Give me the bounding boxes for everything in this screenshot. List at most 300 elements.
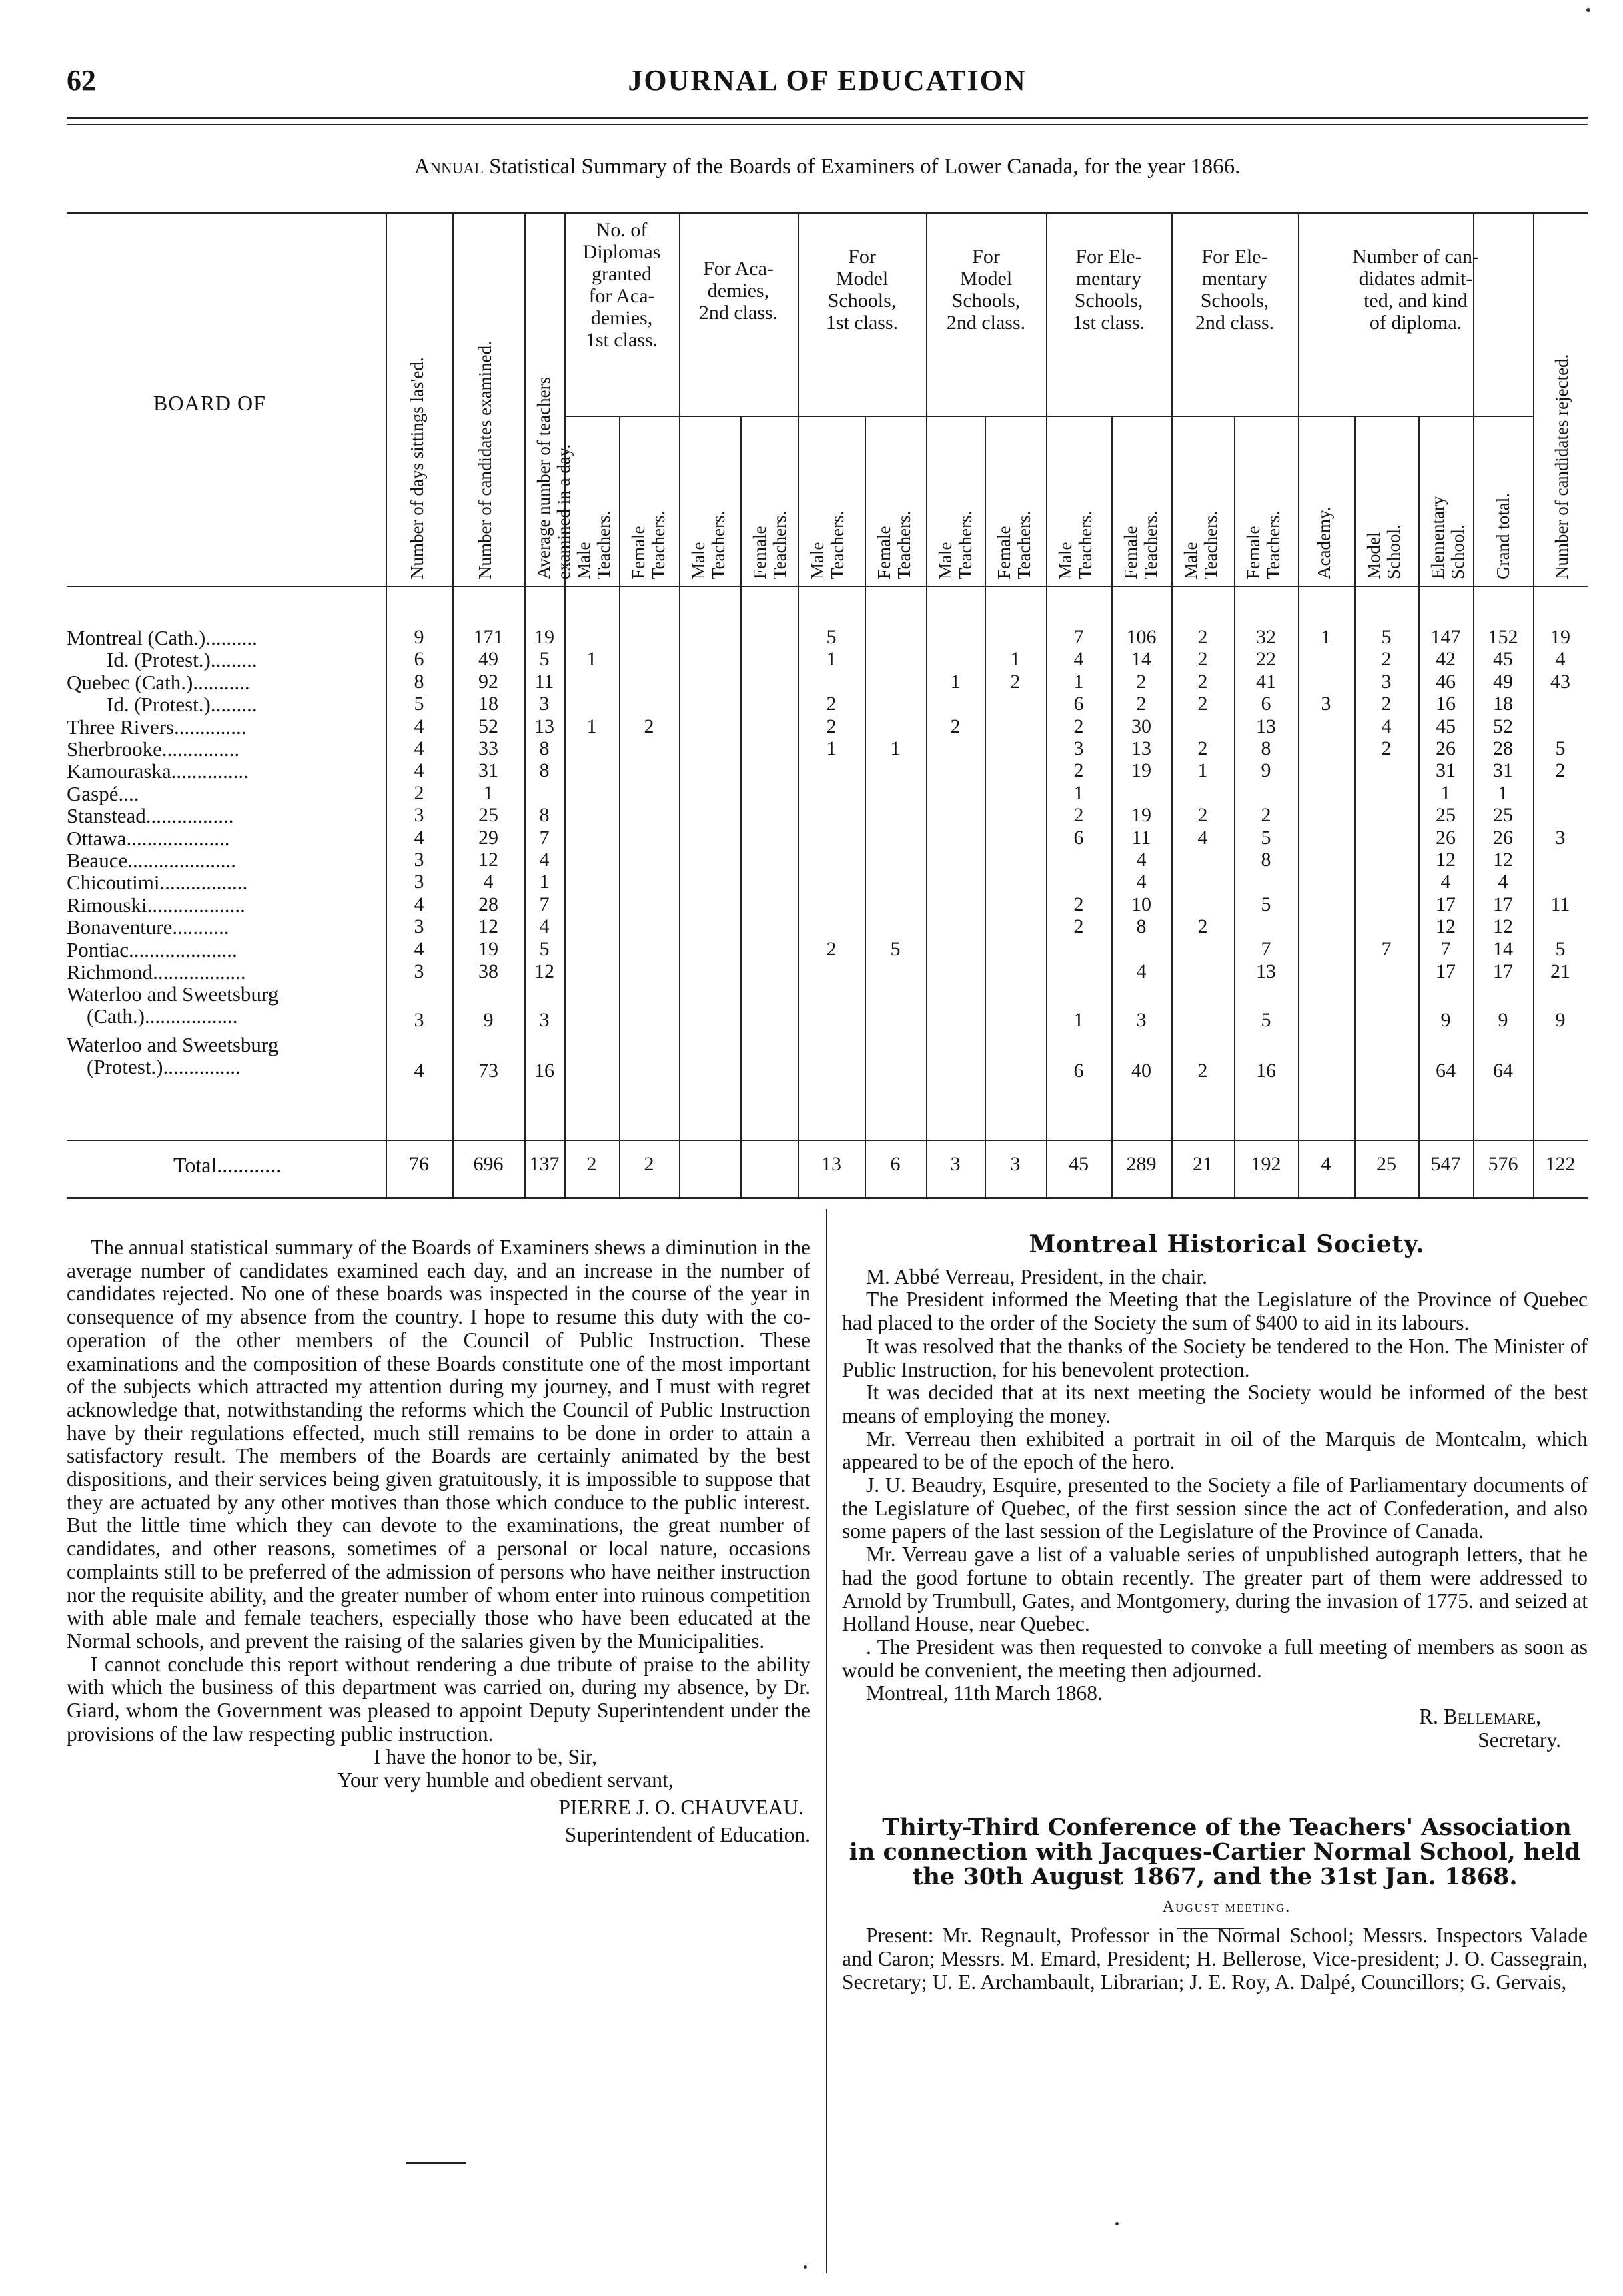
table-cell: 64: [1436, 1060, 1456, 1082]
table-cell: 12: [534, 960, 554, 982]
table-column-rule: [679, 212, 680, 1197]
table-column-rule: [1046, 212, 1047, 1197]
table-column-rule: [740, 416, 742, 1197]
table-cell: 3: [414, 1009, 424, 1032]
row-label: Beauce.....................: [67, 849, 236, 872]
header-grand-total: Grand total.: [1493, 493, 1513, 579]
header-model-school: Model School.: [1364, 524, 1404, 579]
header-female-teachers: Female Teachers.: [874, 510, 914, 579]
table-cell: 2: [1381, 737, 1392, 759]
table-cell: 17: [1436, 960, 1456, 982]
table-cell: 25: [1493, 804, 1513, 827]
table-cell: 2: [1197, 626, 1208, 648]
table-cell: 7: [1381, 937, 1392, 960]
table-cell: 2: [1073, 893, 1084, 915]
table-cell: 3: [1381, 670, 1392, 693]
table-cell: 3: [414, 915, 424, 938]
table-cell: 4: [414, 759, 424, 782]
table-cell: 46: [1436, 670, 1456, 693]
header-male-teachers: Male Teachers.: [574, 510, 614, 579]
group-subrule: [564, 416, 1533, 417]
header-male-teachers: Male Teachers.: [688, 510, 728, 579]
row-label: Richmond..................: [67, 960, 246, 984]
table-cell: 3: [1321, 693, 1331, 715]
conference-subheading: August meeting.: [1162, 1898, 1291, 1916]
table-cell: 45: [1436, 715, 1456, 737]
table-cell: 5: [414, 693, 424, 715]
header-days-sittings: Number of days sittings las'ed.: [407, 357, 427, 579]
society-paragraph-5: Mr. Verreau then exhibited a portrait in oil of the Marquis de Montcalm, which appeared to be of the epoch of the hero.: [842, 1427, 1588, 1474]
society-paragraph-8: . The President was then requested to convoke a full meeting of members as soon as would be convenient, the meeting then adjourned.: [842, 1635, 1588, 1682]
table-cell: 1: [586, 715, 597, 737]
row-label: Waterloo and Sweetsburg: [67, 1033, 279, 1057]
table-column-rule: [985, 416, 986, 1197]
society-paragraph-6: J. U. Beaudry, Esquire, presented to the Society a file of Parliamentary documents of the Legislature of Quebec, of the first session since the act of Confederation, and also some papers of the last session of the Legislature of the Province of Canada.: [842, 1473, 1588, 1543]
table-cell: 31: [1493, 759, 1513, 782]
table-cell: 16: [1436, 693, 1456, 715]
table-cell: 4: [1073, 648, 1084, 671]
header-female-teachers: Female Teachers.: [1121, 510, 1161, 579]
table-cell: 19: [1131, 759, 1151, 782]
table-cell: 13: [1131, 737, 1151, 759]
table-cell: 9: [1261, 759, 1271, 782]
row-label: Chicoutimi.................: [67, 871, 248, 895]
table-cell: 1: [1498, 781, 1508, 804]
table-cell: 41: [1256, 670, 1276, 693]
table-cell: 2: [1136, 670, 1147, 693]
group-header-2: For Aca- demies, 2nd class.: [698, 258, 778, 324]
table-cell: 16: [534, 1060, 554, 1082]
table-cell: 4: [414, 737, 424, 759]
table-cell: 45: [1493, 648, 1513, 671]
table-column-rule: [1111, 416, 1113, 1197]
table-cell: 2: [1197, 1060, 1208, 1082]
table-cell: 171: [473, 626, 504, 648]
row-label: Montreal (Cath.)..........: [67, 626, 257, 649]
total-cell: 192: [1251, 1153, 1281, 1175]
table-cell: 2: [1073, 804, 1084, 827]
table-cell: 9: [414, 626, 424, 648]
table-cell: 2: [1010, 670, 1021, 693]
table-cell: 13: [1256, 715, 1276, 737]
table-caption: [67, 155, 1588, 179]
total-cell: 45: [1069, 1153, 1089, 1175]
table-cell: 6: [1073, 826, 1084, 849]
table-cell: 2: [1073, 759, 1084, 782]
row-label: Three Rivers..............: [67, 715, 247, 739]
row-label: Rimouski...................: [67, 893, 245, 917]
table-cell: 3: [414, 871, 424, 893]
journal-title: JOURNAL OF EDUCATION: [628, 64, 1027, 97]
table-cell: 6: [1073, 1060, 1084, 1082]
total-cell: 137: [529, 1153, 560, 1175]
table-cell: 4: [1440, 871, 1451, 893]
table-cell: 28: [478, 893, 498, 915]
table-cell: 26: [1493, 826, 1513, 849]
table-cell: 49: [478, 648, 498, 671]
total-cell: 6: [890, 1153, 901, 1175]
table-cell: 2: [1136, 693, 1147, 715]
table-cell: 11: [1131, 826, 1151, 849]
table-cell: 2: [826, 715, 837, 737]
column-divider: [826, 1209, 827, 2273]
table-cell: 2: [1197, 693, 1208, 715]
report-paragraph-1: The annual statistical summary of the Boards of Examiners shews a diminution in the average number of candidates examined each day, and an increase in the number of candidates rejected. No one of these boards was inspected in the course of the year in consequence of my absence from the country. I hope to resume this duty with the co-operation of the other members of the Council of Public Instruction. These examinations and the composition of these Boards constitute one of the most important of the subjects which attracted my attention during my journey, and I must with regret acknowledge that, notwithstanding the reforms which the Council of Public Instruction have by their regulations effected, much still remains to be done in order to attain a satisfactory result. The members of the Boards are certainly animated by the best dispositions, and their services being given gratuitously, it is impossible to suppose that they are actuated by any other motives than those which conduce to the public interest. But the little time which they can devote to the examinations, the great number of candidates, and other reasons, sometimes of a personal or local nature, occasions complaints still to be preferred of the admission of persons who have neither instruction nor the requisite ability, and the greater number of whom enter into ruinous competition with able male and female teachers, especially those who have been educated at the Normal schools, and prevent the raising of the salaries given by the Municipalities.: [67, 1236, 810, 1653]
table-cell: 21: [1550, 960, 1570, 982]
table-cell: 5: [890, 937, 901, 960]
table-cell: 73: [478, 1060, 498, 1082]
table-column-rule: [619, 416, 620, 1197]
header-candidates-examined: Number of candidates examined.: [475, 341, 495, 579]
header-rejected: Number of candidates rejected.: [1552, 354, 1572, 579]
table-cell: 7: [1261, 937, 1271, 960]
table-cell: 1: [1073, 781, 1084, 804]
table-cell: 5: [1261, 1009, 1271, 1032]
table-cell: 4: [483, 871, 494, 893]
header-average-teachers: Average number of teachers examined in a day.: [534, 376, 574, 579]
table-cell: 64: [1493, 1060, 1513, 1082]
table-column-rule: [1473, 212, 1474, 1197]
row-label-cont: (Cath.)..................: [87, 1004, 238, 1028]
group-header-6: For Ele- mentary Schools, 2nd class.: [1195, 246, 1275, 334]
table-cell: 8: [414, 670, 424, 693]
table-cell: 3: [414, 804, 424, 827]
signature-title: Superintendent of Education.: [564, 1822, 810, 1846]
table-cell: 19: [478, 937, 498, 960]
table-cell: 2: [1197, 737, 1208, 759]
table-cell: 9: [1555, 1009, 1566, 1032]
table-cell: 26: [1436, 737, 1456, 759]
table-cell: 12: [478, 915, 498, 938]
table-cell: 2: [1261, 804, 1271, 827]
table-cell: 9: [1498, 1009, 1508, 1032]
table-cell: 4: [1555, 648, 1566, 671]
table-cell: 1: [586, 648, 597, 671]
table-cell: 2: [1073, 915, 1084, 938]
table-cell: 4: [539, 849, 550, 871]
table-cell: 4: [539, 915, 550, 938]
table-cell: 2: [1555, 759, 1566, 782]
row-label: Id. (Protest.).........: [107, 648, 257, 672]
table-cell: 147: [1430, 626, 1461, 648]
table-cell: 2: [1381, 693, 1392, 715]
table-column-rule: [1171, 212, 1173, 1197]
header-academy: Academy.: [1314, 506, 1334, 579]
table-cell: 7: [539, 826, 550, 849]
row-label: Bonaventure...........: [67, 915, 229, 939]
society-paragraph-7: Mr. Verreau gave a list of a valuable series of unpublished autograph letters, that he had the good fortune to obtain recently. The greater part of them were addressed to Arnold by Trumbull, Gates, and Montgomery, during the invasion of 1775. and seized at Holland House, near Quebec.: [842, 1543, 1588, 1636]
table-cell: 2: [1381, 648, 1392, 671]
total-cell: 576: [1488, 1153, 1518, 1175]
table-cell: 4: [1197, 826, 1208, 849]
table-cell: 17: [1493, 960, 1513, 982]
table-cell: 6: [414, 648, 424, 671]
society-paragraph-3: It was resolved that the thanks of the Society be tendered to the Hon. The Minister of Public Instruction, for his benevolent protection.: [842, 1334, 1588, 1381]
society-paragraph-2: The President informed the Meeting that the Legislature of the Province of Quebec had placed to the order of the Society the sum of $400 to aid in its labours.: [842, 1288, 1588, 1335]
table-cell: 2: [1197, 804, 1208, 827]
table-cell: 2: [414, 781, 424, 804]
table-cell: 6: [1073, 693, 1084, 715]
total-cell: 2: [644, 1153, 654, 1175]
row-label: Stanstead.................: [67, 804, 234, 828]
table-cell: 13: [534, 715, 554, 737]
top-rule-thin: [67, 124, 1588, 125]
table-cell: 3: [1136, 1009, 1147, 1032]
header-elementary-school: Elementary School.: [1428, 496, 1468, 579]
table-cell: 14: [1493, 937, 1513, 960]
table-cell: 40: [1131, 1060, 1151, 1082]
table-cell: 52: [478, 715, 498, 737]
statistics-table: [67, 212, 1588, 1198]
table-cell: 29: [478, 826, 498, 849]
table-cell: 10: [1131, 893, 1151, 915]
table-cell: 12: [1436, 915, 1456, 938]
header-male-teachers: Male Teachers.: [807, 510, 847, 579]
table-cell: 19: [1550, 626, 1570, 648]
total-cell: 25: [1376, 1153, 1396, 1175]
table-cell: 5: [1555, 937, 1566, 960]
table-total-rule-top: [67, 1140, 1588, 1141]
table-cell: 7: [539, 893, 550, 915]
section-rule: [1177, 1928, 1244, 1929]
table-cell: 19: [1131, 804, 1151, 827]
row-label: Sherbrooke...............: [67, 737, 240, 761]
table-cell: 8: [1261, 849, 1271, 871]
table-cell: 5: [1381, 626, 1392, 648]
table-column-rule: [452, 212, 454, 1197]
total-cell: 289: [1126, 1153, 1157, 1175]
table-cell: 2: [1197, 670, 1208, 693]
table-column-rule: [1533, 212, 1534, 1197]
speck: [1115, 2222, 1119, 2225]
table-cell: 14: [1131, 648, 1151, 671]
group-header-3: For Model Schools, 1st class.: [825, 246, 899, 334]
table-cell: 1: [1010, 648, 1021, 671]
table-cell: 19: [534, 626, 554, 648]
table-column-rule: [865, 416, 866, 1197]
table-cell: 11: [1550, 893, 1570, 915]
total-cell: 13: [821, 1153, 841, 1175]
society-column: [842, 1230, 1588, 1994]
table-cell: 4: [414, 937, 424, 960]
table-cell: 18: [478, 693, 498, 715]
table-cell: 25: [478, 804, 498, 827]
table-cell: 6: [1261, 693, 1271, 715]
running-head: [67, 63, 1588, 103]
total-cell: 4: [1321, 1153, 1331, 1175]
total-cell: 696: [473, 1153, 504, 1175]
caption-lead: Annual: [414, 155, 484, 179]
total-cell: 2: [586, 1153, 597, 1175]
table-column-rule: [386, 212, 387, 1197]
table-cell: 5: [826, 626, 837, 648]
table-cell: 22: [1256, 648, 1276, 671]
table-cell: 3: [539, 1009, 550, 1032]
header-male-teachers: Male Teachers.: [1181, 510, 1221, 579]
table-cell: 12: [1493, 849, 1513, 871]
header-male-teachers: Male Teachers.: [935, 510, 975, 579]
total-cell: 3: [1010, 1153, 1021, 1175]
table-cell: 1: [1073, 670, 1084, 693]
table-cell: 2: [1197, 648, 1208, 671]
conference-text: Present: Mr. Regnault, Professor in the Normal School; Messrs. Inspectors Valade and Caron; Messrs. M. Emard, President; H. Bellerose, Vice-president; J. O. Cassegrain, Secretary; U. E. Archambault, Librarian; J. E. Roy, A. Dalpé, Councillors; G. Gervais,: [842, 1924, 1588, 1994]
table-cell: 49: [1493, 670, 1513, 693]
society-dateline: Montreal, 11th March 1868.: [866, 1681, 1103, 1705]
table-cell: 12: [478, 849, 498, 871]
total-cell: 3: [950, 1153, 961, 1175]
table-cell: 4: [414, 893, 424, 915]
row-label: Gaspé....: [67, 781, 139, 805]
society-heading: Montreal Historical Society.: [1029, 1230, 1425, 1258]
table-cell: 1: [1321, 626, 1331, 648]
table-cell: 28: [1493, 737, 1513, 759]
table-cell: 18: [1493, 693, 1513, 715]
table-cell: 12: [1493, 915, 1513, 938]
table-cell: 8: [539, 759, 550, 782]
table-cell: 32: [1256, 626, 1276, 648]
group-header-7: Number of can- didates admit- ted, and kind of diploma.: [1352, 246, 1479, 334]
table-cell: 16: [1256, 1060, 1276, 1082]
speck: [804, 2265, 807, 2269]
signature: PIERRE J. O. CHAUVEAU.: [558, 1795, 804, 1819]
table-cell: 2: [950, 715, 961, 737]
table-cell: 2: [826, 937, 837, 960]
table-cell: 4: [1136, 960, 1147, 982]
society-paragraph-1: M. Abbé Verreau, President, in the chair.: [866, 1264, 1208, 1288]
table-cell: 5: [1555, 737, 1566, 759]
conference-heading: Thirty-Third Conference of the Teachers' Association in connection with Jacques-Cartier Normal School, held the 30th August 1867, and the 31st Jan. 1868.: [849, 1814, 1581, 1891]
row-label: Id. (Protest.).........: [107, 693, 257, 717]
table-cell: 1: [539, 871, 550, 893]
page-number: 62: [67, 64, 96, 97]
table-cell: 8: [539, 737, 550, 759]
table-bottom-rule: [67, 1197, 1588, 1199]
table-cell: 3: [1555, 826, 1566, 849]
table-cell: 38: [478, 960, 498, 982]
table-cell: 3: [414, 960, 424, 982]
row-label: Pontiac.....................: [67, 937, 237, 962]
table-cell: 7: [1440, 937, 1451, 960]
table-cell: 13: [1256, 960, 1276, 982]
table-column-rule: [798, 212, 799, 1197]
closing-line-1: I have the honor to be, Sir,: [374, 1745, 597, 1769]
table-cell: 8: [1261, 737, 1271, 759]
society-signer-title: Secretary.: [1478, 1728, 1561, 1752]
table-cell: 42: [1436, 648, 1456, 671]
table-cell: 1: [1440, 781, 1451, 804]
header-female-teachers: Female Teachers.: [628, 510, 668, 579]
row-label: Kamouraska...............: [67, 759, 249, 783]
table-cell: 25: [1436, 804, 1456, 827]
table-cell: 1: [1073, 1009, 1084, 1032]
table-cell: 12: [1436, 849, 1456, 871]
report-paragraph-2: I cannot conclude this report without rendering a due tribute of praise to the ability with which the business of this department was carried on, during my absence, by Dr. Giard, whom the Government was pleased to appoint Deputy Superintendent under the provisions of the law respecting public instruction.: [67, 1652, 810, 1746]
table-cell: 30: [1131, 715, 1151, 737]
group-header-1: No. of Diplomas granted for Aca- demies, 1st class.: [582, 219, 661, 351]
caption-text: Statistical Summary of the Boards of Examiners of Lower Canada, for the year 1866.: [489, 155, 1241, 179]
row-label-cont: (Protest.)...............: [87, 1055, 241, 1079]
table-column-rule: [1354, 416, 1356, 1197]
header-male-teachers: Male Teachers.: [1055, 510, 1095, 579]
table-cell: 106: [1126, 626, 1157, 648]
table-cell: 5: [1261, 826, 1271, 849]
table-cell: 11: [534, 670, 554, 693]
total-cell: 21: [1193, 1153, 1213, 1175]
row-label: Ottawa....................: [67, 826, 230, 850]
total-cell: 76: [409, 1153, 429, 1175]
header-female-teachers: Female Teachers.: [750, 510, 790, 579]
table-top-rule: [67, 212, 1588, 214]
table-cell: 2: [826, 693, 837, 715]
table-cell: 2: [1073, 715, 1084, 737]
table-cell: 26: [1436, 826, 1456, 849]
table-cell: 4: [1381, 715, 1392, 737]
table-cell: 9: [1440, 1009, 1451, 1032]
row-label: Waterloo and Sweetsburg: [67, 982, 279, 1006]
table-cell: 2: [1197, 915, 1208, 938]
table-header-rule: [67, 586, 1588, 587]
table-cell: 3: [539, 693, 550, 715]
table-cell: 43: [1550, 670, 1570, 693]
table-cell: 4: [414, 1060, 424, 1082]
table-cell: 3: [1073, 737, 1084, 759]
table-cell: 1: [950, 670, 961, 693]
table-cell: 8: [1136, 915, 1147, 938]
society-paragraph-4: It was decided that at its next meeting the Society would be informed of the best means of employing the money.: [842, 1381, 1588, 1427]
end-rule: [406, 2162, 466, 2164]
table-cell: 17: [1436, 893, 1456, 915]
table-cell: 4: [1498, 871, 1508, 893]
table-cell: 4: [1136, 871, 1147, 893]
group-header-5: For Ele- mentary Schools, 1st class.: [1072, 246, 1145, 334]
report-column: [67, 1236, 810, 1846]
society-signer: R. Bellemare,: [1419, 1705, 1541, 1729]
total-label: Total............: [173, 1153, 282, 1177]
table-cell: 31: [478, 759, 498, 782]
table-column-rule: [1234, 416, 1235, 1197]
table-cell: 1: [826, 648, 837, 671]
table-cell: 92: [478, 670, 498, 693]
board-of-header: BOARD OF: [153, 391, 266, 415]
table-cell: 7: [1073, 626, 1084, 648]
table-column-rule: [926, 212, 927, 1197]
table-cell: 1: [890, 737, 901, 759]
speck: [1586, 8, 1590, 12]
table-cell: 5: [1261, 893, 1271, 915]
table-cell: 33: [478, 737, 498, 759]
table-cell: 152: [1488, 626, 1518, 648]
table-cell: 52: [1493, 715, 1513, 737]
table-cell: 5: [539, 937, 550, 960]
closing-line-2: Your very humble and obedient servant,: [337, 1768, 674, 1792]
table-cell: 8: [539, 804, 550, 827]
table-cell: 4: [1136, 849, 1147, 871]
table-cell: 4: [414, 715, 424, 737]
row-label: Quebec (Cath.)...........: [67, 670, 250, 694]
group-header-4: For Model Schools, 2nd class.: [946, 246, 1026, 334]
table-cell: 17: [1493, 893, 1513, 915]
table-cell: 9: [483, 1009, 494, 1032]
table-cell: 1: [483, 781, 494, 804]
table-cell: 4: [414, 826, 424, 849]
table-cell: 2: [644, 715, 654, 737]
table-cell: 3: [414, 849, 424, 871]
header-female-teachers: Female Teachers.: [994, 510, 1034, 579]
table-cell: 1: [826, 737, 837, 759]
table-cell: 5: [539, 648, 550, 671]
table-cell: 31: [1436, 759, 1456, 782]
top-rule: [67, 117, 1588, 119]
